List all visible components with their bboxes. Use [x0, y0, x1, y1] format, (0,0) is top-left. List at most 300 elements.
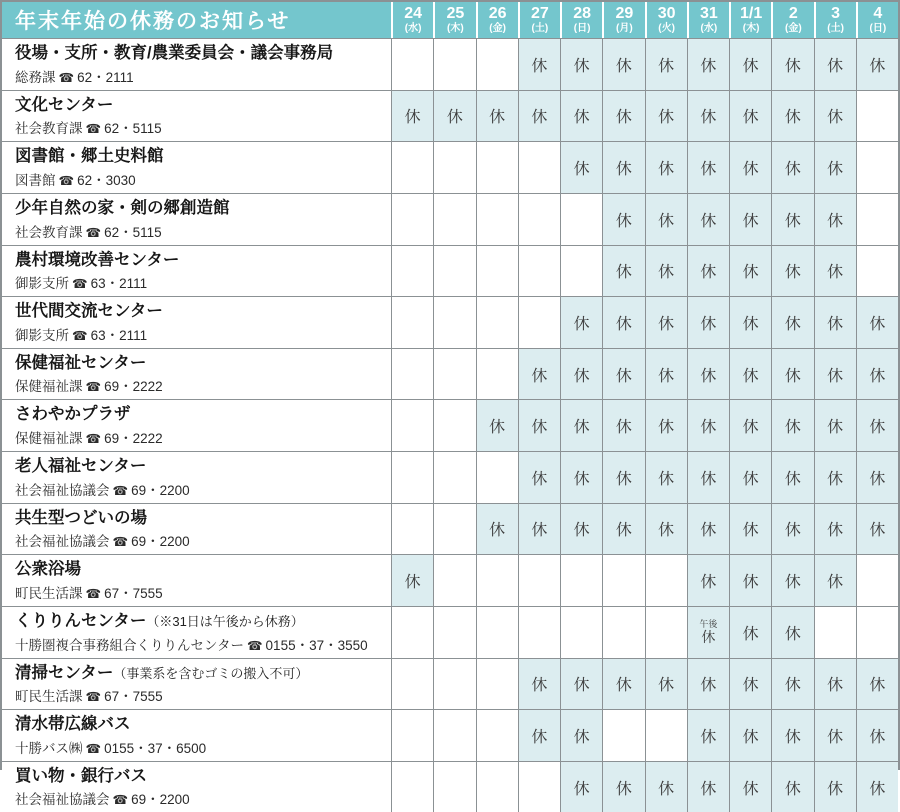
- open-cell: [518, 762, 560, 812]
- header-date: [476, 2, 518, 38]
- closed-cell: 休: [729, 710, 771, 761]
- facility-name: [15, 146, 383, 167]
- facility-label-cell: [2, 659, 391, 710]
- open-cell: [856, 91, 898, 142]
- phone-icon: ☎: [85, 380, 102, 395]
- open-cell: [645, 555, 687, 606]
- closed-cell: 休: [602, 400, 644, 451]
- header-date: [433, 2, 475, 38]
- header-date-day: 29: [615, 5, 634, 22]
- header-date: [687, 2, 729, 38]
- facility-contact: [15, 221, 383, 241]
- header-date-weekday: (水): [404, 23, 422, 34]
- closed-cell: 休: [771, 39, 813, 90]
- phone-icon: ☎: [112, 535, 129, 550]
- table-row: [2, 658, 898, 710]
- closed-cell: 休: [687, 246, 729, 297]
- phone-icon: ☎: [85, 586, 102, 601]
- phone-icon: ☎: [85, 122, 102, 137]
- closed-cell: 休: [476, 91, 518, 142]
- facility-contact: [15, 427, 383, 447]
- closed-cell: 休: [729, 659, 771, 710]
- closed-cell: 休: [560, 762, 602, 812]
- closed-cell: 休: [645, 194, 687, 245]
- open-cell: [560, 607, 602, 658]
- closed-cell: 休: [518, 452, 560, 503]
- table-row: [2, 348, 898, 400]
- facility-dept: 保健福祉課: [15, 379, 83, 395]
- closed-cell: 休: [560, 297, 602, 348]
- header-date-weekday: (水): [700, 23, 718, 34]
- closed-cell: 休: [518, 91, 560, 142]
- closed-cell: 休: [687, 710, 729, 761]
- closed-mark: 休: [701, 629, 716, 646]
- open-cell: [476, 349, 518, 400]
- open-cell: [391, 400, 433, 451]
- header-date-day: 28: [573, 5, 592, 22]
- closed-cell: 休: [645, 142, 687, 193]
- closed-cell: 休: [602, 39, 644, 90]
- facility-dept: 保健福祉課: [15, 431, 83, 446]
- closed-cell: 休: [560, 39, 602, 90]
- header-date: [518, 2, 560, 38]
- closed-cell: 休: [560, 710, 602, 761]
- open-cell: [856, 555, 898, 606]
- open-cell: [476, 607, 518, 658]
- facility-phone: 62・2111: [77, 69, 134, 85]
- open-cell: [391, 504, 433, 555]
- open-cell: [433, 400, 475, 451]
- facility-contact: [15, 530, 383, 550]
- open-cell: [476, 297, 518, 348]
- closed-cell: 休: [771, 91, 813, 142]
- closed-cell: 休: [856, 762, 898, 812]
- facility-name-text: 文化センター: [15, 95, 114, 114]
- open-cell: [391, 349, 433, 400]
- open-cell: [476, 555, 518, 606]
- closed-cell: 休: [814, 504, 856, 555]
- closed-cell: 休: [645, 39, 687, 90]
- closed-cell: 休: [814, 297, 856, 348]
- closed-cell: 休: [602, 194, 644, 245]
- facility-name-text: 図書館・郷土史料館: [15, 147, 164, 166]
- facility-phone: 69・2200: [131, 792, 190, 808]
- facility-name-text: 共生型つどいの場: [15, 508, 147, 527]
- header-date-day: 24: [404, 5, 423, 22]
- closed-cell: 休: [729, 246, 771, 297]
- facility-contact: [15, 169, 383, 189]
- closed-cell: 休: [518, 400, 560, 451]
- closed-cell: 休: [771, 452, 813, 503]
- open-cell: [476, 39, 518, 90]
- closed-cell: 休: [602, 246, 644, 297]
- closed-cell: 休: [645, 297, 687, 348]
- closed-cell: 休: [814, 39, 856, 90]
- closed-cell: 休: [602, 659, 644, 710]
- facility-name: [15, 95, 383, 116]
- facility-dept: 町民生活課: [15, 585, 83, 601]
- open-cell: [476, 194, 518, 245]
- facility-name-text: 老人福祉センター: [15, 457, 147, 475]
- closed-cell: 休: [729, 91, 771, 142]
- closed-cell: 休: [729, 504, 771, 555]
- facility-name-text: 少年自然の家・剣の郷創造館: [15, 198, 230, 217]
- header-date-day: 31: [699, 5, 718, 22]
- closed-cell: 休: [687, 659, 729, 710]
- open-cell: [433, 452, 475, 503]
- closed-cell: 休: [602, 91, 644, 142]
- closed-cell: 休: [814, 762, 856, 812]
- open-cell: [391, 607, 433, 658]
- facility-name: [15, 250, 383, 271]
- table-row: [2, 38, 898, 90]
- closed-cell: 休: [771, 659, 813, 710]
- header-date-day: 2: [788, 5, 798, 22]
- header-date-weekday: (火): [658, 23, 675, 34]
- open-cell: [518, 607, 560, 658]
- facility-dept: 社会教育課: [15, 121, 83, 137]
- open-cell: [814, 607, 856, 658]
- facility-contact: [15, 788, 383, 808]
- closed-cell: 休: [602, 762, 644, 812]
- facility-dept: 社会福祉協議会: [15, 792, 110, 808]
- facility-phone: 0155・37・3550: [265, 637, 368, 653]
- closed-cell: 休: [771, 400, 813, 451]
- closed-cell: 休: [771, 762, 813, 812]
- closed-cell: 休: [814, 91, 856, 142]
- facility-phone: 62・5115: [104, 224, 162, 240]
- header-date: [391, 2, 433, 38]
- facility-dept: 社会教育課: [15, 224, 83, 240]
- facility-name: [15, 404, 383, 425]
- header-date: [602, 2, 644, 38]
- facility-note: （事業系を含むゴミの搬入不可）: [113, 665, 309, 681]
- closed-cell: 休: [560, 91, 602, 142]
- facility-contact: [15, 685, 383, 705]
- facility-name: [15, 508, 383, 529]
- facility-name-text: 清掃センター: [15, 663, 114, 682]
- closed-cell: 休: [729, 400, 771, 451]
- open-cell: [602, 710, 644, 761]
- closed-cell: 休: [645, 349, 687, 400]
- closed-cell: 休: [687, 91, 729, 142]
- facility-label-cell: [2, 297, 391, 348]
- phone-icon: ☎: [85, 225, 102, 240]
- phone-icon: ☎: [112, 793, 129, 808]
- facility-dept: 十勝バス㈱: [15, 740, 83, 756]
- header-date: [771, 2, 813, 38]
- closed-cell: 休: [771, 246, 813, 297]
- closed-cell: 休: [687, 504, 729, 555]
- closed-cell: 休: [814, 400, 856, 451]
- facility-name: [15, 559, 383, 580]
- closed-cell: 休: [602, 452, 644, 503]
- closed-cell: 休: [687, 142, 729, 193]
- facility-label-cell: [2, 710, 391, 761]
- closed-cell: 休: [602, 349, 644, 400]
- closed-cell: [687, 607, 729, 658]
- open-cell: [560, 194, 602, 245]
- table-row: [2, 90, 898, 142]
- closed-cell: 休: [814, 246, 856, 297]
- facility-label-cell: [2, 607, 391, 658]
- facility-label-cell: [2, 91, 391, 142]
- facility-label-cell: [2, 194, 391, 245]
- table-row: [2, 451, 898, 503]
- phone-icon: ☎: [72, 277, 88, 292]
- facility-contact: [15, 66, 383, 86]
- afternoon-closed-stack: [699, 620, 717, 644]
- open-cell: [391, 142, 433, 193]
- closed-cell: 休: [814, 452, 856, 503]
- closed-cell: 休: [602, 504, 644, 555]
- closed-cell: 休: [645, 504, 687, 555]
- table-row: [2, 399, 898, 451]
- open-cell: [856, 142, 898, 193]
- header-date-day: 30: [657, 5, 676, 22]
- phone-icon: ☎: [85, 690, 102, 705]
- closed-cell: 休: [771, 607, 813, 658]
- header-date-weekday: (日): [573, 23, 591, 34]
- open-cell: [560, 555, 602, 606]
- facility-label-cell: [2, 762, 391, 812]
- facility-name-text: 清水帯広線バス: [15, 715, 131, 734]
- closed-cell: 休: [645, 659, 687, 710]
- closed-cell: 休: [391, 91, 433, 142]
- facility-phone: 62・3030: [77, 172, 136, 188]
- open-cell: [391, 659, 433, 710]
- facility-contact: [15, 737, 383, 757]
- facility-name: [15, 456, 383, 477]
- closed-cell: 休: [814, 349, 856, 400]
- open-cell: [391, 452, 433, 503]
- header-date-weekday: (土): [827, 23, 844, 34]
- open-cell: [433, 142, 475, 193]
- closed-cell: 休: [856, 452, 898, 503]
- facility-phone: 63・2111: [90, 327, 148, 343]
- phone-icon: ☎: [85, 741, 102, 756]
- facility-contact: [15, 582, 383, 602]
- closed-cell: 休: [560, 400, 602, 451]
- facility-name: [15, 198, 383, 219]
- table-row: [2, 296, 898, 348]
- header-date-weekday: (月): [616, 23, 633, 34]
- facility-label-cell: [2, 452, 391, 503]
- facility-contact: [15, 375, 383, 395]
- facility-phone: 69・2222: [104, 431, 163, 446]
- open-cell: [433, 246, 475, 297]
- closed-cell: 休: [560, 349, 602, 400]
- header-date: [560, 2, 602, 38]
- closed-cell: 休: [518, 349, 560, 400]
- table-row: [2, 503, 898, 555]
- open-cell: [602, 607, 644, 658]
- open-cell: [856, 194, 898, 245]
- closed-cell: 休: [687, 400, 729, 451]
- closed-cell: 休: [729, 555, 771, 606]
- open-cell: [391, 194, 433, 245]
- facility-note: （※31日は午後から休務）: [146, 613, 304, 629]
- closed-cell: 休: [518, 39, 560, 90]
- table-row: [2, 606, 898, 658]
- facility-name-text: くりりんセンター: [15, 611, 147, 630]
- closed-cell: 休: [856, 504, 898, 555]
- open-cell: [433, 39, 475, 90]
- facility-contact: [15, 324, 383, 344]
- table-header-row: [2, 2, 898, 38]
- closed-cell: 休: [729, 142, 771, 193]
- phone-icon: ☎: [85, 432, 102, 446]
- open-cell: [433, 349, 475, 400]
- facility-dept: 図書館: [15, 172, 56, 188]
- facility-label-cell: [2, 349, 391, 400]
- header-date: [814, 2, 856, 38]
- open-cell: [518, 194, 560, 245]
- open-cell: [476, 762, 518, 812]
- phone-icon: ☎: [58, 70, 75, 85]
- facility-name-text: 保健福祉センター: [15, 353, 147, 372]
- facility-contact: [15, 117, 383, 137]
- header-date: [856, 2, 898, 38]
- facility-phone: 69・2200: [131, 482, 190, 498]
- closed-cell: 休: [687, 349, 729, 400]
- header-date-day: 1/1: [740, 5, 763, 22]
- facility-name-text: 農村環境改善センター: [15, 250, 180, 269]
- closed-cell: 休: [771, 710, 813, 761]
- open-cell: [433, 710, 475, 761]
- closed-cell: 休: [645, 91, 687, 142]
- open-cell: [433, 504, 475, 555]
- facility-phone: 67・7555: [104, 585, 163, 601]
- closed-cell: 休: [729, 39, 771, 90]
- facility-phone: 63・2111: [90, 276, 148, 292]
- open-cell: [476, 142, 518, 193]
- table-row: [2, 709, 898, 761]
- facility-dept: 総務課: [15, 69, 56, 85]
- page-title: 年末年始の休務のお知らせ: [15, 10, 291, 33]
- phone-icon: ☎: [72, 328, 88, 343]
- facility-name-text: 公衆浴場: [15, 560, 81, 579]
- facility-dept: 十勝圏複合事務組合くりりんセンター: [15, 637, 244, 653]
- open-cell: [433, 194, 475, 245]
- closed-cell: 休: [518, 504, 560, 555]
- facility-phone: 67・7555: [104, 689, 163, 705]
- header-date-day: 26: [488, 5, 507, 22]
- closed-cell: 休: [771, 142, 813, 193]
- facility-dept: 社会福祉協議会: [15, 534, 110, 550]
- closed-cell: 休: [518, 710, 560, 761]
- closed-cell: 休: [687, 297, 729, 348]
- open-cell: [391, 39, 433, 90]
- closed-cell: 休: [856, 297, 898, 348]
- open-cell: [518, 142, 560, 193]
- header-date-weekday: (金): [489, 23, 506, 34]
- closed-cell: 休: [518, 659, 560, 710]
- header-date: [645, 2, 687, 38]
- closed-cell: 休: [856, 39, 898, 90]
- facility-phone: 62・5115: [104, 121, 162, 137]
- closed-cell: 休: [814, 194, 856, 245]
- open-cell: [476, 246, 518, 297]
- table-row: [2, 141, 898, 193]
- closed-cell: 休: [814, 710, 856, 761]
- closed-cell: 休: [560, 452, 602, 503]
- facility-name: [15, 766, 383, 787]
- open-cell: [433, 297, 475, 348]
- header-date-weekday: (土): [531, 23, 549, 34]
- facility-name-text: 役場・支所・教育/農業委員会・議会事務局: [15, 44, 334, 62]
- closed-cell: 休: [687, 762, 729, 812]
- closed-cell: 休: [560, 659, 602, 710]
- facility-name-text: 買い物・銀行バス: [15, 766, 147, 785]
- closed-cell: 休: [729, 194, 771, 245]
- closed-cell: 休: [687, 194, 729, 245]
- closed-cell: 休: [645, 762, 687, 812]
- header-date-day: 25: [446, 5, 465, 22]
- open-cell: [856, 607, 898, 658]
- facility-name: [15, 611, 383, 632]
- closed-cell: 休: [560, 142, 602, 193]
- open-cell: [391, 762, 433, 812]
- open-cell: [476, 452, 518, 503]
- closed-cell: 休: [645, 400, 687, 451]
- open-cell: [645, 607, 687, 658]
- facility-label-cell: [2, 400, 391, 451]
- closed-cell: 休: [687, 555, 729, 606]
- header-date: [729, 2, 771, 38]
- closed-cell: 休: [687, 452, 729, 503]
- open-cell: [518, 555, 560, 606]
- closed-cell: 休: [729, 297, 771, 348]
- afternoon-label: 午後: [699, 619, 718, 630]
- facility-dept: 御影支所: [15, 327, 69, 343]
- facility-dept: 社会福祉協議会: [15, 482, 110, 498]
- facility-label-cell: [2, 142, 391, 193]
- closed-cell: 休: [814, 142, 856, 193]
- closed-cell: 休: [645, 246, 687, 297]
- facility-name: [15, 301, 383, 322]
- facility-label-cell: [2, 555, 391, 606]
- facility-name-text: さわやかプラザ: [15, 405, 131, 424]
- open-cell: [433, 762, 475, 812]
- header-date-day: 3: [831, 5, 841, 22]
- facility-phone: 69・2222: [104, 379, 163, 395]
- open-cell: [476, 710, 518, 761]
- closed-cell: 休: [814, 659, 856, 710]
- closed-cell: 休: [771, 555, 813, 606]
- closed-cell: 休: [476, 504, 518, 555]
- closed-cell: 休: [729, 349, 771, 400]
- closed-cell: 休: [602, 142, 644, 193]
- closed-cell: 休: [856, 710, 898, 761]
- open-cell: [391, 246, 433, 297]
- open-cell: [518, 246, 560, 297]
- facility-dept: 御影支所: [15, 276, 69, 292]
- closed-cell: 休: [856, 349, 898, 400]
- phone-icon: ☎: [246, 638, 263, 653]
- open-cell: [433, 659, 475, 710]
- closed-cell: 休: [771, 297, 813, 348]
- open-cell: [645, 710, 687, 761]
- open-cell: [391, 297, 433, 348]
- open-cell: [433, 555, 475, 606]
- facility-contact: [15, 479, 383, 499]
- closed-cell: 休: [602, 297, 644, 348]
- header-date-weekday: (木): [447, 23, 464, 34]
- facility-name-text: 世代間交流センター: [15, 302, 163, 321]
- table-row: [2, 554, 898, 606]
- facility-label-cell: [2, 39, 391, 90]
